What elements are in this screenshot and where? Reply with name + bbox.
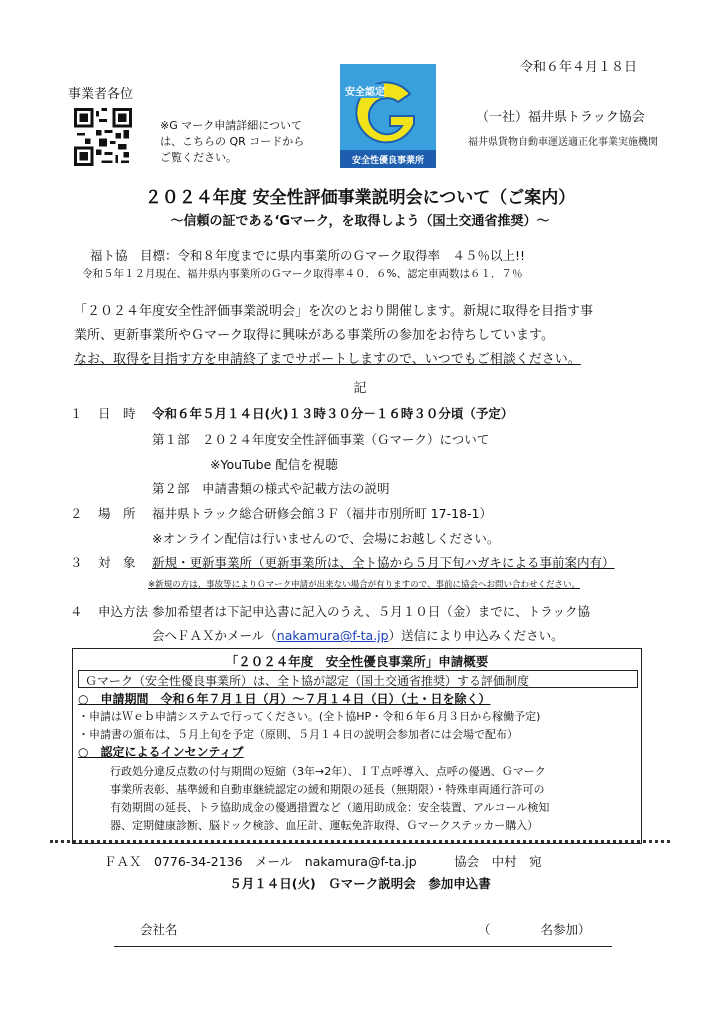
item-3-value: 新規・更新事業所（更新事業所は、全ト協から５月下旬ハガキによる事前案内有） [152,555,615,570]
ki-heading: 記 [353,381,367,396]
company-name-underline [114,946,612,947]
goal-statement: 福ト協 目標：令和８年度までに県内事業所のＧマーク取得率 ４５％以上!! [90,248,526,263]
qr-note: ※G マーク申請詳細については、こちらの QR コードからご覧ください。 [160,119,305,164]
organization-name: （一社）福井県トラック協会 [476,110,645,125]
incentive-line-3: 有効期間の延長、トラ協助成金の優遇措置など（適用助成金：安全装置、アルコール検知 [110,801,550,814]
document-subtitle: ～信頼の証である‘Gマーク，を取得しよう（国土交通省推奨）～ [170,214,550,229]
box-bullet-1: ・申請はＷｅｂ申請システムで行ってください。(全ト協HP・令和６年６月３日から稼働予定) [78,710,541,723]
logo-bottom-text: 安全性優良事業所 [351,156,425,166]
fax-line: ＦＡＸ 0776-34-2136 メール nakamura@f-ta.jp 協会 中村 宛 [104,854,542,869]
part-1: 第１部 ２０２４年度安全性評価事業（Ｇマーク）について [152,432,490,447]
item-3-note: ※新規の方は、事故等によりＧマーク申請が出来ない場合が有りますので、事前に協会へお問い合わせください。 [148,580,580,590]
item-3-label: 対 象 [98,555,136,570]
application-form-title: ５月１４日(火) Ｇマーク説明会 参加申込書 [229,876,491,891]
apply-text-b: ）送信により申込みください。 [388,628,564,643]
goal-status: 令和５年１２月現在、福井県内事業所のＧマーク取得率４０．６%、認定車両数は６１．７％ [82,268,523,280]
document-title: ２０２４年度 安全性評価事業説明会について（ご案内） [144,188,576,208]
email-link[interactable]: nakamura@f-ta.jp [276,628,389,643]
cut-line-divider [50,840,670,843]
incentive-line-2: 事業所表彰、基準緩和自動車継続認定の緩和期限の延長（無期限）・特殊車両通行許可の [110,783,545,796]
item-4-number: ４ [70,604,83,619]
item-1-value: 令和６年５月１４日(火)１３時３０分－１６時３０分頃（予定） [152,406,514,421]
box-bullet-2: ・申請書の頒布は、５月上旬を予定（原則、５月１４日の説明会参加者には会場で配布） [78,728,518,741]
item-4-value-line1: 参加希望者は下記申込書に記入のうえ、５月１０日（金）までに、トラック協 [152,604,591,619]
intro-line-3: なお、取得を目指す方を申請終了までサポートしますので、いつでもご相談ください。 [74,352,581,367]
logo-top-text: 安全認定 [345,87,385,98]
item-1-label: 日 時 [98,406,136,421]
item-2-value: 福井県トラック総合研修会館３Ｆ（福井市別所町 17-18-1） [152,506,493,521]
participants-count-field[interactable]: （ 名参加） [478,922,591,937]
item-2-number: ２ [70,506,83,521]
document-date: 令和６年４月１８日 [520,60,638,75]
intro-text [74,300,593,372]
item-2-note: ※オンライン配信は行いませんので、会場にお越しください。 [152,531,500,546]
item-4-label: 申込方法 [98,604,149,619]
box-title: 「２０２４年度 安全性優良事業所」申請概要 [225,654,489,669]
g-mark-logo [340,64,436,168]
part-2: 第２部 申請書類の様式や記載方法の説明 [152,481,390,496]
organization-subtitle: 福井県貨物自動車運送適正化事業実施機関 [468,137,658,148]
recipients: 事業者各位 [68,87,134,102]
item-4-value-line2 [152,626,564,644]
item-1-number: １ [70,406,83,421]
company-name-label: 会社名 [140,922,178,937]
part-1-note: ※YouTube 配信を視聴 [210,457,338,472]
incentive-heading: ○ 認定によるインセンティブ [78,745,244,759]
intro-line-2: 業所、更新事業所やＧマーク取得に興味がある事業所の参加をお待ちしています。 [74,328,554,343]
incentive-line-1: 行政処分違反点数の付与期間の短縮（3年→2年）、ＩＴ点呼導入、点呼の優遇、Ｇマーク [110,765,546,778]
application-period: ○ 申請期間 令和６年７月１日（月）～７月１４日（日）（土・日を除く） [78,692,491,706]
incentive-line-4: 器、定期健康診断、脳ドック検診、血圧計、運転免許取得、Ｇマークステッカー購入） [110,819,539,832]
item-2-label: 場 所 [98,506,136,521]
intro-line-1: 「２０２４年度安全性評価事業説明会」を次のとおり開催します。新規に取得を目指す事 [74,304,593,319]
box-line-1: Ｇマーク（安全性優良事業所）は、全ト協が認定（国土交通省推奨）する評価制度 [78,670,638,688]
apply-text-a: 会へＦＡＸかメール（ [152,628,277,643]
qr-code-icon[interactable] [74,108,132,166]
item-3-number: ３ [70,555,83,570]
